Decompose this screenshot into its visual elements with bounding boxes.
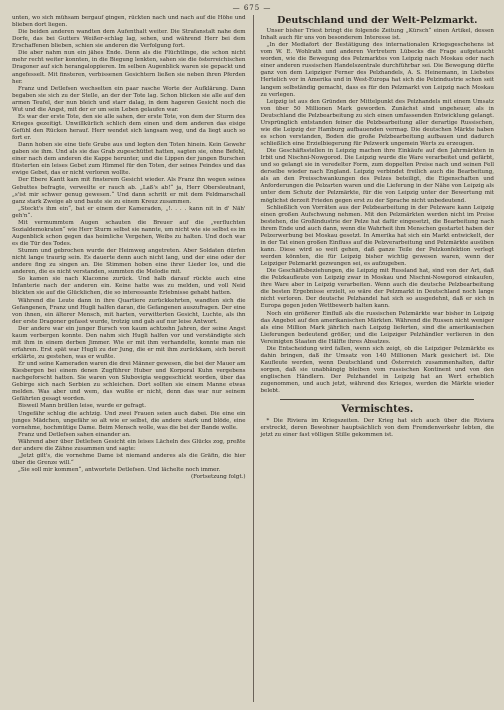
right-paragraph: Leipzig ist aus den Gründen der Mittelpunkt des Pelzhandels mit einem Umsatz von über 50 Millionen Mark geworden. Zunächst sind ungeheuer, als in Deutschland die Pelzbearbeitung zu sich einen umfassenden Entwicklung gelangt. Ursprünglich entstanden feiner die Pelzbearbeitung aller derartige Russischen, wie die Leipzig der Hamburg aufbauenden vermag. Die deutschen Märkte haben es schon verstanden, Boden die große Pelzbearbeitung aufbauen und dadurch schließlich eine Erzielbiegerung für Pelzwerk ungemein Werts zu erzeugen. bbox=[260, 98, 494, 147]
continuation-note: (Fortsetzung folgt.) bbox=[190, 474, 246, 481]
right-paragraph: Die Geschäftsbeziehungen, die Leipzig mit Russland hat, sind von der Art, daß die Pelzkaufleute von Leipzig zwar in Moskau und Nischni-Nowgorod einkaufen, ihre Ware aber in Leipzig verarbeiten. Wenn auch die deutsche Pelzbearbeitung die besten Ergebnisse erzielt, so wäre der Pelzmarkt in Deutschland noch lange nicht verloren. Der deutsche Pelzhandel hat sich so ausgedehnt, daß er sich in Europa gegen jeden Wettbewerb halten kann. bbox=[260, 268, 494, 310]
left-paragraph: Während aber über Detlefsen Gesicht ein leises Lächeln des Glücks zog, preßte der andere die Zähne zusammen und sagte: bbox=[12, 438, 246, 452]
left-paragraph: „Steckt's ihm ein“, bat er einem der Kameraden, „!. . . . kann nit in d' Näh' geh'n“. bbox=[12, 205, 246, 219]
left-paragraph: Während die Leute dann in ihre Quartiere zurückkehrten, wandten sich die Gefangenen, Franz und Hugli halfen daran, die Gefangenen auszufragen. Der eine von ihnen, ein älterer Mensch, mit harten, verwitterten Gesicht, Luchte, als ihn der erste Dragoner gefasst wurde, trotzig und gab auf nur leise Antwort. bbox=[12, 297, 246, 325]
left-paragraph: Ungefähr schlug die achtzig. Und zwei Frauen seien auch dabei. Die eine ein junges Mädchen, ungefähr so alt wie er selbst, die andere stark und blöde, eine vornehme, hochmütige Dame. Beim Mensch wolle, was die bei der Bande wolle. bbox=[12, 410, 246, 431]
right-paragraph: Unser bisher Triest bringt die folgende Zeitung „Kürsch“ einen Artikel, dessen Inhalt auch für uns von besonderem Interesse ist. bbox=[260, 28, 494, 42]
left-paragraph: unten, wo sich mühsam bergauf gingen, rückten nach und nach auf die Höhe und blieben dort liegen. bbox=[12, 15, 246, 29]
left-paragraph: Er und seine Kameraden waren die drei Männer gewesen, die bei der Mauer am Kiesbergen bei einem denen Zugführer Huber und Korporal Kuhn vergebens nachgeforscht hatten. Sie waren von Slubovigia weggeschickt worden, über das Gebirge sich nach Serbien zu schleichen. Dort sollten sie einem Manne etwas melden. Was aber und wem, das wußte er nicht, denn das war nur seinem Gefährten gesagt worden. bbox=[12, 361, 246, 403]
left-paragraph: Dann hoben sie eine tiefe Grube aus und legten den Toten hinein. Kein Gewehr gaben sie ihm. Und als sie das Grab zugeschüttet hatten, sagten sie, ohne Befehl, einer nach dem anderen die Kappe herunter, und die Lippen der jungen Burschen flüsterten ein leises Gebet zum Himmel für den Toten, der seines Feindes und das ewige Gebet, das er nicht verloren wollte. bbox=[12, 142, 246, 177]
section-title: Deutschland und der Welt-Pelzmarkt. bbox=[277, 15, 478, 26]
left-paragraph: Bisweil Mann brüllen leise, wurde er gefragt. bbox=[18, 403, 147, 410]
section-divider bbox=[280, 399, 474, 400]
right-paragraph: Die Geschäftsstellen in Leipzig machen ihre Einkäufe auf den Jahrmärkten in Irbit und Nischni-Nowgorod. Die Leipzig wurde die Ware verarbeitet und gefärbt, und so gelangt sie in veredelter Form, zum doppelten Preise nach und seinen Fell derselbe wieder nach England. Leipzig verbindet freilich auch die Bearbeitung, als an den Preisschwankungen des Pelzes beteiligt, die Eigenschaften und Anforderungen die Pelzarten waren und die Lieferung in der Nähe von Leipzig als unter dem Schutz der Pelzmärkte, für die von Leipzig unter der Bewertung mit möglichst derzeit Frieden gegen erst zu der Sprache nicht unbedeutend. bbox=[260, 148, 494, 204]
right-column bbox=[260, 15, 494, 702]
right-paragraph: Noch ein größerer Einfluß als die russischen Pelzmärkte war bisher in Leipzig das Angebot auf den amerikanischen Märkten. Während die Russen nicht weniger als eine Million Mark jährlich nach Leipzig lieferten, sind die amerikanischen Lieferungen bedeutend größer, und die Leipziger Pelzhändler verlieren in den Vereinigten Staaten die Hälfte ihres Absatzes. bbox=[260, 310, 494, 345]
left-paragraph: Die beiden anderen wandten dem Aufenthalt weiter. Die Strafanstalt nahe dem Dorfe, das bei Gutters Weißer-schlag lag, sehen, und während Herr bei dem Erschaffenen blieben, schien sie anderen die Verfolgung fort. bbox=[12, 29, 246, 50]
page-number: — 675 — bbox=[232, 4, 272, 12]
left-column bbox=[12, 15, 246, 702]
left-paragraph: Der andere war ein junger Bursch von kaum achtzehn Jahren, der seine Angst kaum verbergen konnte. Den nahm sich Hugli halfen vor und verständigte sich mit ihm in einem derben Jimmer. Wie er mit ihm verhandelte, konnte man nie erfahren. Erst spät war Hugli zu der Jung, die er mit ihm zurückkam, sich bereit erklärte, zu gestehen, was er wußte. bbox=[12, 325, 246, 360]
right-paragraph: Die Entscheidung wird fallen, wenn sich zeigt, ob die Leipziger Pelzmärkte es dahin bringen, daß ihr Umsatz von 140 Millionen Mark gesichert ist. Die Kaufleute werden, wenn Deutschland und Österreich zusammenhalten, dafür sorgen, daß sie unabhängig bleiben vom russischen Kontinent und von den englischen Händlern. Der Pelzhandel in Leipzig hat an Wert erheblich zugenommen, und auch jetzt, während des Krieges, werden die Märkte wieder belebt. bbox=[260, 345, 494, 395]
column-rule bbox=[253, 15, 254, 702]
left-paragraph: Franz und Detlefsen wechselten ein paar rasche Worte der Aufklärung. Dann begaben sie sich zu der Stelle, an der der Tote lag. Schon blicken sie alle auf den armen Teufel, der nun bleich und starr dalag, in dem hageren Gesicht noch die Wut und die Angst, mit der er um sein Leben gelaufen war. bbox=[12, 85, 246, 113]
right-paragraph: Schließlich von Vorräten aus der Pelzbearbeitung in der Pelzware kann Leipzig einen großen Aufschwung nehmen. Mit den Pelzmärkten werden nicht im Preise bestehen, die Großindustrie der Pelze hat dafür eingesetzt, die Bearbeitung nach ihrem Ende und auch dann, wenn die Wahrheit ihm Menschen gestartet haben der Pelzerwerbung bei Moskau gesetzt. In Amerika hat sich ein Markt entwickelt, der in der Tat einen großen Einfluss auf die Pelzverarbeitung und Pelzmärkte ausüben kann. Diese wird so weit gehen, daß ganze Teile der Pelzkonfektion verlegt werden könnten, die für Leipzig bisher wichtig gewesen waren, wenn der Leipziger Pelzmarkt gezwungen sei, es aufzugeben. bbox=[260, 204, 494, 268]
columns bbox=[12, 15, 494, 702]
left-paragraph: Es war der erste Tote, den sie alle sahen, der erste Tote, von dem der Sturm des Krieges gezeitigt. Unwillkürlich schlich dem einen und dem anderen das eisige Gefühl den Rücken herauf. Herr wendet sich langsam weg, und da liegt auch so fort er. bbox=[12, 113, 246, 142]
left-paragraph: „Sie soll mir kommen“, antwortete Detlefsen. Und lächelte noch immer. bbox=[18, 467, 221, 473]
left-paragraph: Mit vermummtem Augen schauten die Breuer auf die „verfluchten Sozialdemokraten“ wie Herr Sturm selbst sie nannte, um nicht wie sie selbst es im Augenblick schon gegen das heimliche Vergehen, Weibs zu halten. Und doch war es die Tür des Todes. bbox=[12, 219, 246, 247]
left-paragraph: So kamen sie nach Klaconne zurück. Und halb darauf rückte auch eine Infanterie nach der anderen ein. Keine hatte was zu melden, und voll Neid blickten sie auf die Glücklichen, die so interessante Erlebnisse gehabt hatten. bbox=[12, 276, 246, 297]
left-paragraph: Stumm und gebrochen wurde der Heimweg angetreten. Aber Soldaten dürfen nicht lange traurig sein. Es dauerte denn auch nicht lang, und der eine oder der andere fing zu singen an. Die Stimmen hoben eine ihrer Lieder los, und die anderen, die es nicht verstanden, summten die Melodie mit. bbox=[12, 248, 246, 276]
left-paragraph: „Jetzt gilt's, die vornehme Dame ist niemand anderes als die Gräfin, die hier über die Grenze will.“ bbox=[12, 452, 246, 466]
left-paragraph: Die aber nahm nun ein jähes Ende. Denn als die Flüchtlinge, die schon nicht mehr recht weiter konnten, in die Biegung lenkten, sahen sie die österreichischen Dragoner auf sich herangaloppieren. Im selben Augenblick waren sie gepackt und angefesselt. Mit finsteren, verbissenen Gesichtern ließen sie neben ihren Pferden her. bbox=[12, 50, 246, 85]
left-paragraph: Der Ebere Kantt kam mit finsterem Gesicht wieder. Als Franz ihn wegen seines Gebuttes befragte, verweilte er rauch ab. „Laß's ab!“ ja, Herr Obersleutnant, „s'ist mir schwer genug gewesen.“ Und dann schritt er mit dem Feldmarschall ganz stark Zweige ab und baute sie zu einem Kreuz zusammen. bbox=[12, 177, 246, 205]
right-paragraph: „In der Mediafort der Bestätigung des internationalen Kriegsgeschehens ist vom W. E. Wohlrath und anderen Vertretern Lübecks die Frage aufgetaucht worden, wie die Bewegung des Pelzmarktes von Leipzig nach Moskau oder nach einer anderen russischen Handelszentrale durchführbar sei. Die Bewegung dürfte ganz von dem Leipziger Ferner des Pelzhandels, A. S. Heinemann, in Liebstes Hertelich vor in Amerika und in West-Europa hat sich die Pelzindustrie schon seit langem selbständig gemacht, dass es für den Pelzmarkt von Leipzig nach Moskau zu verlegen. bbox=[260, 42, 494, 98]
right-paragraph: * Die Riviera im Kriegszeiten. Der Krieg hat sich auch über die Riviera erstreckt, deren Bewohner hauptsächlich von dem Fremdenverkehr lebten, die jetzt zu einer fast völligen Stille gekommen ist. bbox=[260, 418, 494, 439]
misc-section-title: Vermischtes. bbox=[341, 404, 414, 416]
left-paragraph: Franz und Detlefsen sahen einander an. bbox=[18, 431, 131, 438]
